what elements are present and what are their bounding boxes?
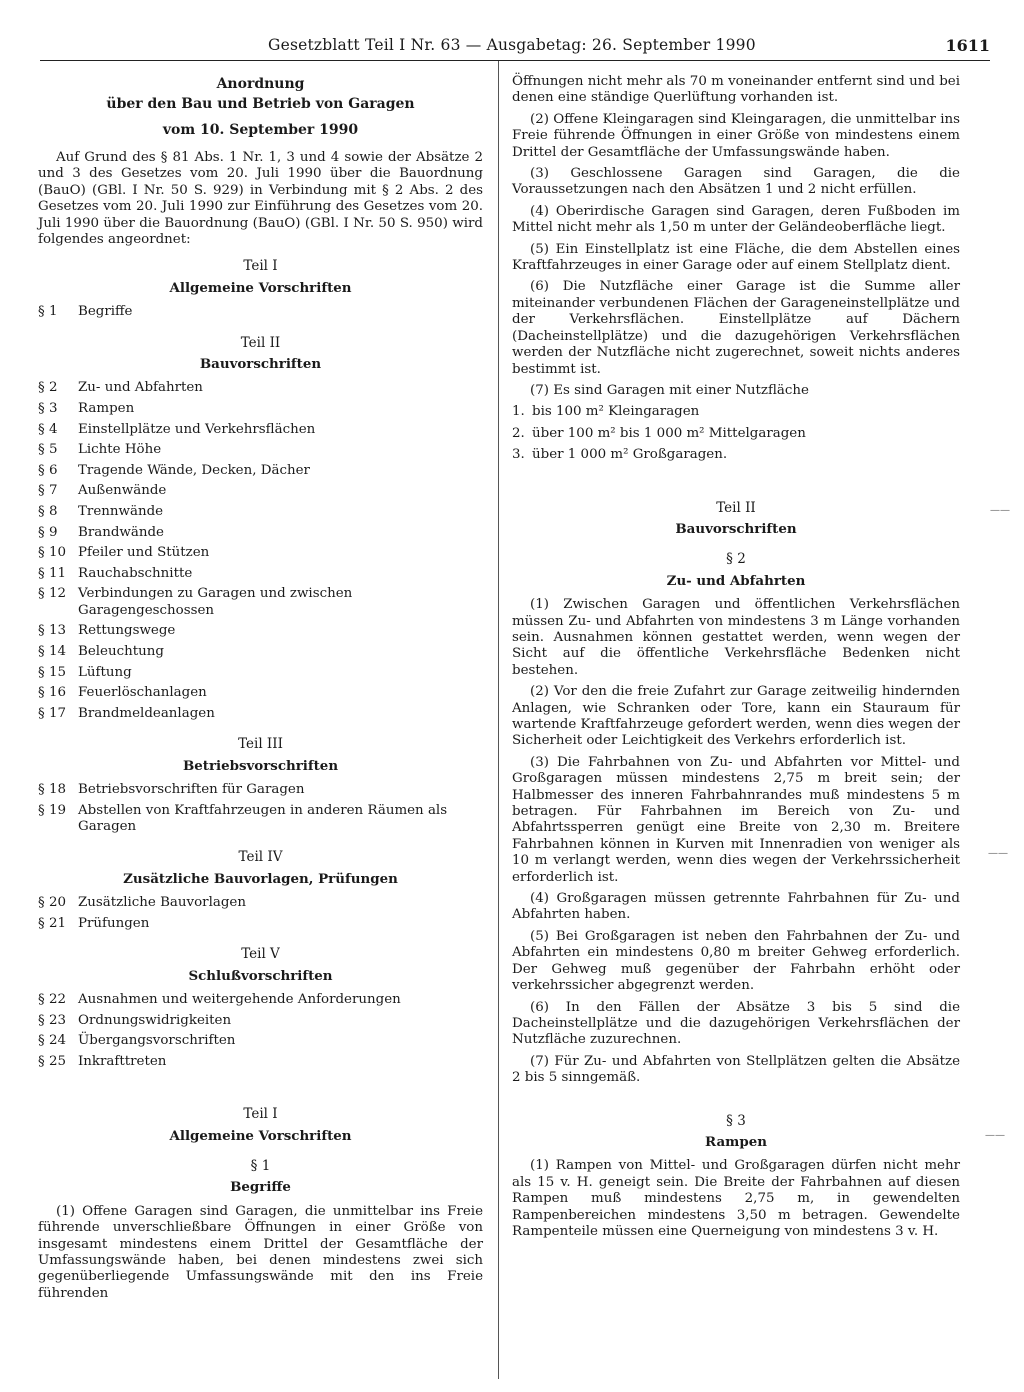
toc-entry [38,1033,483,1049]
toc-entry-number: § 24 [38,1033,66,1049]
section-2-heading: Zu- und Abfahrten [666,572,806,589]
toc-entry-number: § 14 [38,644,66,659]
toc-entry-number: § 19 [38,802,66,818]
toc-entry-label: Ausnahmen und weitergehende Anforderungen [78,992,401,1008]
page-header [40,34,990,58]
toc-entry-label: Brandwände [78,524,164,540]
section-2-number: § 2 [726,551,746,568]
list-item-number: 2. [512,425,525,441]
scan-artifact: —— [988,848,1008,859]
toc-entry [38,401,483,417]
doc-title-date: vom 10. September 1990 [162,122,359,138]
toc-entry [38,706,483,722]
toc-entry-label: Zusätzliche Bauvorlagen [78,895,246,911]
body-part-heading: Allgemeine Vorschriften [169,1127,352,1144]
toc-part-heading: Bauvorschriften [199,356,322,373]
table-of-contents [38,258,483,1070]
part-2-label: Teil II [716,499,756,516]
toc-entry [38,782,483,798]
toc-entry-label: Brandmeldeanlagen [78,705,215,721]
toc-entry [38,483,483,499]
section-1-paragraph-5: (5) Ein Einstellplatz ist eine Fläche, die dem Abstellen eines Kraftfahrzeuges in einer Garage oder auf einem Stellplatz dient. [512,241,960,274]
section-3-number: § 3 [726,1112,746,1129]
section-2-paragraph-6: (6) In den Fällen der Absätze 3 bis 5 sind die Dacheinstellplätze und die dazugehörigen Verkehrsflächen der Nutzfläche zuzurechnen. [512,999,960,1048]
toc-entry-number: § 13 [38,623,66,639]
toc-entry-number: § 8 [38,504,58,520]
toc-entry [38,623,483,639]
scan-artifact: —— [985,1130,1005,1141]
section-2-paragraph-1: (1) Zwischen Garagen und öffentlichen Verkehrsflächen müssen Zu- und Abfahrten von mindestens 3 m Länge vorhanden sein. Ausnahmen können gestattet werden, wenn wegen der Sicht auf die öffentliche Verkehrsfläche Bedenken nicht bestehen. [512,597,960,678]
toc-entry-label: Begriffe [78,304,133,320]
part-2-heading: Bauvorschriften [675,520,797,537]
toc-entry-number: § 17 [38,705,66,721]
toc-entry [38,685,483,701]
section-1-paragraph-3: (3) Geschlossene Garagen sind Garagen, die die Voraussetzungen nach den Absätzen 1 und 2 nicht erfüllen. [512,166,960,198]
section-1-paragraph-4: (4) Oberirdische Garagen sind Garagen, deren Fußboden im Mittel nicht mehr als 1,50 m unter der Geländeoberfläche liegt. [512,203,960,236]
toc-entry-label: Pfeiler und Stützen [78,545,210,561]
toc-entry-label: Beleuchtung [78,644,164,659]
nutzflaeche-list [512,404,960,463]
toc-entry-label: Inkrafttreten [78,1053,167,1069]
toc-entry-label: Lüftung [78,664,132,680]
section-2-paragraph-7: (7) Für Zu- und Abfahrten von Stellplätzen gelten die Absätze 2 bis 5 sinngemäß. [512,1053,960,1086]
toc-entry-number: § 21 [38,915,66,931]
section-1-heading: Begriffe [230,1179,291,1196]
section-1-paragraph-1: (1) Offene Garagen sind Garagen, die unmittelbar ins Freie führende unverschließbare Öffnungen in einer Größe von insgesamt mindestens einem Drittel der Gesamtfläche der Umfassungswände haben, bei denen mindestens zwei sich gegenüberliegende Umfassungswände mit den ins Freie führenden [38,1203,483,1301]
header-rule [40,60,990,61]
toc-entry-label: Trennwände [78,504,164,520]
toc-entry-number: § 25 [38,1053,66,1069]
toc-entry-label: Zu- und Abfahrten [78,380,203,396]
toc-entry [38,1054,483,1070]
toc-entry-number: § 15 [38,664,66,680]
section-1-paragraph-6: (6) Die Nutzfläche einer Garage ist die Summe aller miteinander verbundenen Flächen der Garageneinstellplätze und der Verkehrsflächen. Einstellplätze auf Dächern (Dacheinstellplätze) und die dazugehörigen Verkehrsflächen werden der Nutzfläche nicht zugerechnet, soweit nichts anderes bestimmt ist. [512,279,960,377]
toc-entry-label: Feuerlöschanlagen [78,685,207,701]
toc-part-heading: Betriebsvorschriften [182,757,339,774]
section-1-paragraph-1-continued: Öffnungen nicht mehr als 70 m voneinander entfernt sind und bei denen eine ständige Querlüftung vorhanden ist. [512,74,960,106]
toc-entry [38,566,483,582]
toc-entry [38,463,483,479]
toc-entry-label: Betriebsvorschriften für Garagen [78,782,305,797]
preamble: Auf Grund des § 81 Abs. 1 Nr. 1, 3 und 4 sowie der Absätze 2 und 3 des Gesetzes vom 20. Juli 1990 über die Bauordnung (BauO) (GBl. I Nr. 50 S. 929) in Verbindung mit § 2 Abs. 2 des Gesetzes vom 20. Juli 1990 zur Einführung des Gesetzes vom 20. Juli 1990 über die Bauordnung (BauO) (GBl. I Nr. 50 S. 950) wird folgendes angeordnet: [38,150,483,248]
toc-entry-label: Rampen [78,401,135,417]
toc-part-label: Teil V [241,946,280,963]
toc-entry [38,380,483,396]
toc-entry [38,644,483,660]
toc-entry [38,304,483,320]
running-title: Gesetzblatt Teil I Nr. 63 — Ausgabetag: 26. September 1990 [268,36,756,54]
toc-entry [38,525,483,541]
toc-entry [38,916,483,932]
section-2-paragraph-4: (4) Großgaragen müssen getrennte Fahrbahnen für Zu- und Abfahrten haben. [512,891,960,923]
section-3-heading: Rampen [705,1133,767,1150]
toc-part-label: Teil IV [238,849,283,866]
toc-entry-label: Übergangsvorschriften [78,1033,236,1049]
toc-entry [38,665,483,681]
toc-part-label: Teil III [238,736,283,753]
toc-entry-label: Rauchabschnitte [78,565,193,581]
toc-entry-label: Außenwände [78,483,167,499]
list-item-number: 3. [512,447,525,463]
toc-part-heading: Schlußvorschriften [188,967,333,984]
toc-entry-number: § 12 [38,586,66,602]
list-item-text: bis 100 m² Kleingaragen [532,404,700,420]
toc-entry-label: Tragende Wände, Decken, Dächer [78,462,310,478]
toc-entry-number: § 3 [38,401,58,417]
toc-entry [38,422,483,438]
list-item-text: über 100 m² bis 1 000 m² Mittelgaragen [532,425,806,441]
section-1-paragraph-2: (2) Offene Kleingaragen sind Kleingaragen, die unmittelbar ins Freie führende Öffnungen in einer Größe von mindestens einem Drittel der Gesamtfläche der Umfassungswände haben. [512,111,960,160]
section-1-paragraph-7-intro: (7) Es sind Garagen mit einer Nutzfläche [530,382,809,398]
section-2-paragraph-5: (5) Bei Großgaragen ist neben den Fahrbahnen der Zu- und Abfahrten ein mindestens 0,80 m breiter Gehweg erforderlich. Der Gehweg muß gegenüber der Fahrbahn erhöht oder verkehrssicher abgegrenzt werden. [512,928,960,994]
toc-part-heading: Allgemeine Vorschriften [169,279,352,296]
section-2-paragraph-3: (3) Die Fahrbahnen von Zu- und Abfahrten vor Mittel- und Großgaragen müssen mindestens 2,75 m breit sein; der Halbmesser des inneren Fahrbahnrandes muß mindestens 5 m betragen. Für Fahrbahnen im Bereich von Zu- und Abfahrtssperren genügt eine Breite von 2,30 m. Breitere Fahrbahnen können in Kurven mit Innenradien von weniger als 10 m verlangt werden, wenn dies wegen der Verkehrssicherheit erforderlich ist. [512,754,960,885]
page-number: 1611 [945,36,990,55]
toc-entry-number: § 1 [38,304,58,320]
doc-title-line1: Anordnung [216,76,305,92]
right-column [512,74,960,1245]
section-3-paragraph-1: (1) Rampen von Mittel- und Großgaragen dürfen nicht mehr als 15 v. H. geneigt sein. Die Breite der Fahrbahnen auf diesen Rampen muß mindestens 2,75 m, in gewendelten Rampenbereichen mindestens 3,50 m betragen. Gewendelte Rampenteile müssen eine Querneigung von mindestens 3 v. H. [512,1158,960,1239]
toc-entry [38,803,483,836]
toc-part-label: Teil I [243,258,278,275]
toc-part-heading: Zusätzliche Bauvorlagen, Prüfungen [123,870,398,887]
section-1-number: § 1 [250,1158,271,1175]
list-item-number: 1. [512,404,525,420]
toc-entry [38,1013,483,1029]
toc-entry-label: Ordnungswidrigkeiten [78,1012,232,1028]
toc-entry-label: Abstellen von Kraftfahrzeugen in anderen Räumen als Garagen [78,802,448,834]
toc-part-label: Teil II [240,334,281,351]
toc-entry-number: § 11 [38,565,66,581]
left-column [38,74,483,1307]
toc-entry-number: § 6 [38,462,58,478]
toc-entry-label: Verbindungen zu Garagen und zwischen Garagengeschossen [78,586,353,618]
toc-entry-number: § 7 [38,483,58,499]
toc-entry-label: Prüfungen [78,915,150,931]
toc-entry [38,992,483,1008]
toc-entry-label: Rettungswege [78,623,176,639]
body-part-label: Teil I [243,1106,278,1123]
toc-entry [38,504,483,520]
toc-entry [38,545,483,561]
toc-entry-number: § 16 [38,685,66,701]
list-item [512,426,960,442]
toc-entry-number: § 10 [38,545,66,561]
toc-entry-label: Einstellplätze und Verkehrsflächen [78,421,316,437]
toc-entry [38,442,483,458]
toc-entry-number: § 22 [38,992,66,1008]
toc-entry-number: § 23 [38,1012,66,1028]
list-item [512,404,960,420]
toc-entry-number: § 20 [38,895,66,911]
toc-entry-number: § 2 [38,380,58,396]
list-item [512,447,960,463]
doc-title-line2: über den Bau und Betrieb von Garagen [106,96,415,112]
toc-entry-number: § 4 [38,421,58,437]
toc-entry-label: Lichte Höhe [78,442,162,458]
toc-entry-number: § 9 [38,524,58,540]
section-2-paragraph-2: (2) Vor den die freie Zufahrt zur Garage zeitweilig hindernden Anlagen, wie Schranken oder Tore, kann ein Stauraum für wartende Kraftfahrzeuge gefordert werden, wenn dies wegen der Sicherheit oder Leichtigkeit des Verkehrs erforderlich ist. [512,684,960,749]
column-divider [498,61,499,1379]
list-item-text: über 1 000 m² Großgaragen. [532,447,728,463]
toc-entry-number: § 5 [38,442,58,458]
scan-artifact: —— [990,505,1010,516]
toc-entry [38,895,483,911]
toc-entry-number: § 18 [38,782,66,797]
toc-entry [38,586,483,619]
